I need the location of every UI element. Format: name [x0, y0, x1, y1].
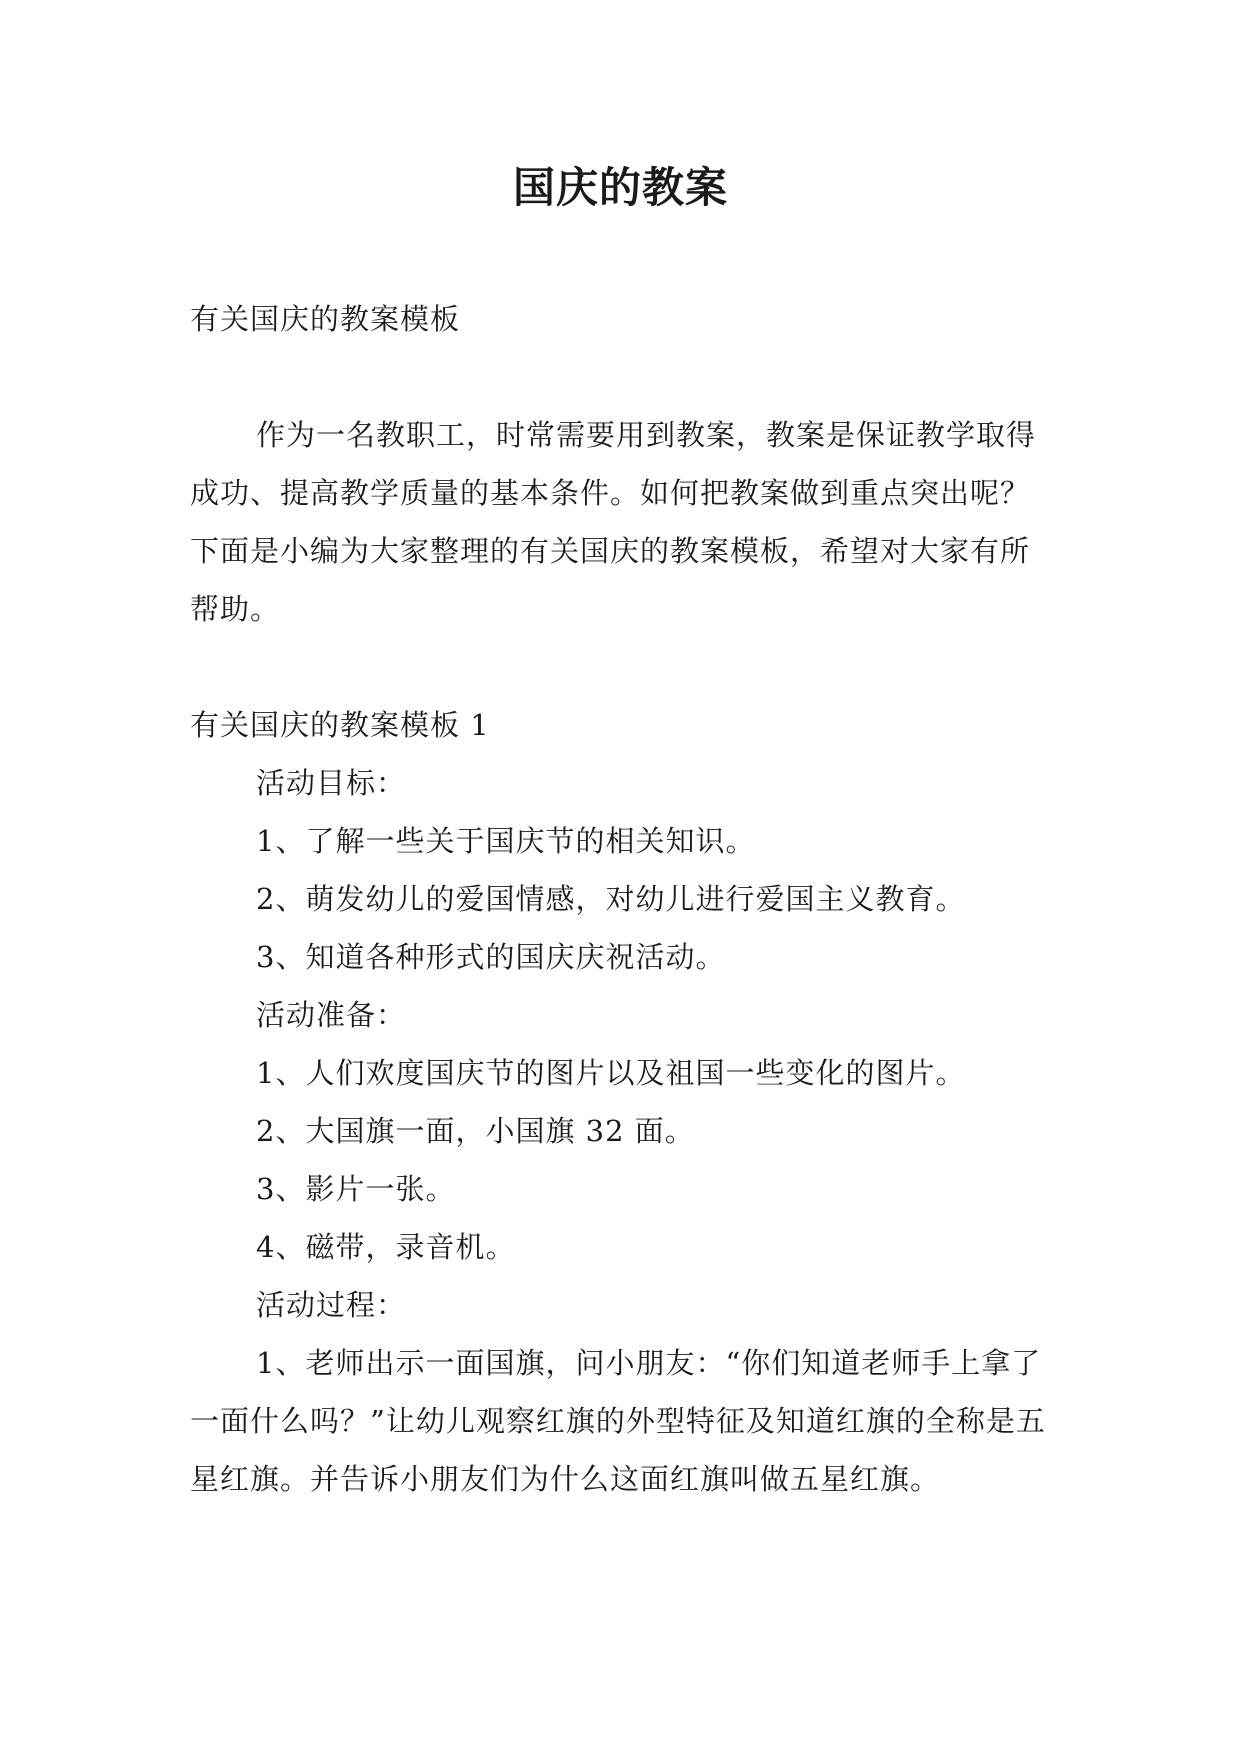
paragraph-process-1: 1、老师出示一面国旗，问小朋友：“你们知道老师手上拿了一面什么吗？”让幼儿观察红旗的外型特征及知道红旗的全称是五星红旗。并告诉小朋友们为什么这面红旗叫做五星红旗。: [190, 1346, 1046, 1496]
paragraph-prep-3: 3、影片一张。: [256, 1172, 456, 1206]
section-heading: 有关国庆的教案模板 1: [190, 708, 490, 742]
paragraph-activity-process: 活动过程：: [256, 1288, 407, 1322]
intro-paragraph: 作为一名教职工，时常需要用到教案，教案是保证教学取得成功、提高教学质量的基本条件。如何把教案做到重点突出呢？下面是小编为大家整理的有关国庆的教案模板，希望对大家有所帮助。: [190, 418, 1037, 626]
paragraph-goal-2: 2、萌发幼儿的爱国情感，对幼儿进行爱国主义教育。: [256, 882, 966, 916]
document-body: [190, 290, 1050, 1508]
paragraph-activity-goals: 活动目标：: [256, 766, 407, 800]
spacer: [190, 638, 1050, 696]
document-title: 国庆的教案: [512, 163, 728, 212]
spacer: [190, 348, 1050, 406]
paragraph-prep-2: 2、大国旗一面，小国旗 32 面。: [256, 1114, 695, 1148]
document-subtitle: 有关国庆的教案模板: [190, 302, 461, 336]
paragraph-goal-1: 1、了解一些关于国庆节的相关知识。: [256, 824, 756, 858]
paragraph-activity-prep: 活动准备：: [256, 998, 407, 1032]
paragraph-goal-3: 3、知道各种形式的国庆庆祝活动。: [256, 940, 726, 974]
paragraph-prep-1: 1、人们欢度国庆节的图片以及祖国一些变化的图片。: [256, 1056, 966, 1090]
paragraph-prep-4: 4、磁带，录音机。: [256, 1230, 516, 1264]
